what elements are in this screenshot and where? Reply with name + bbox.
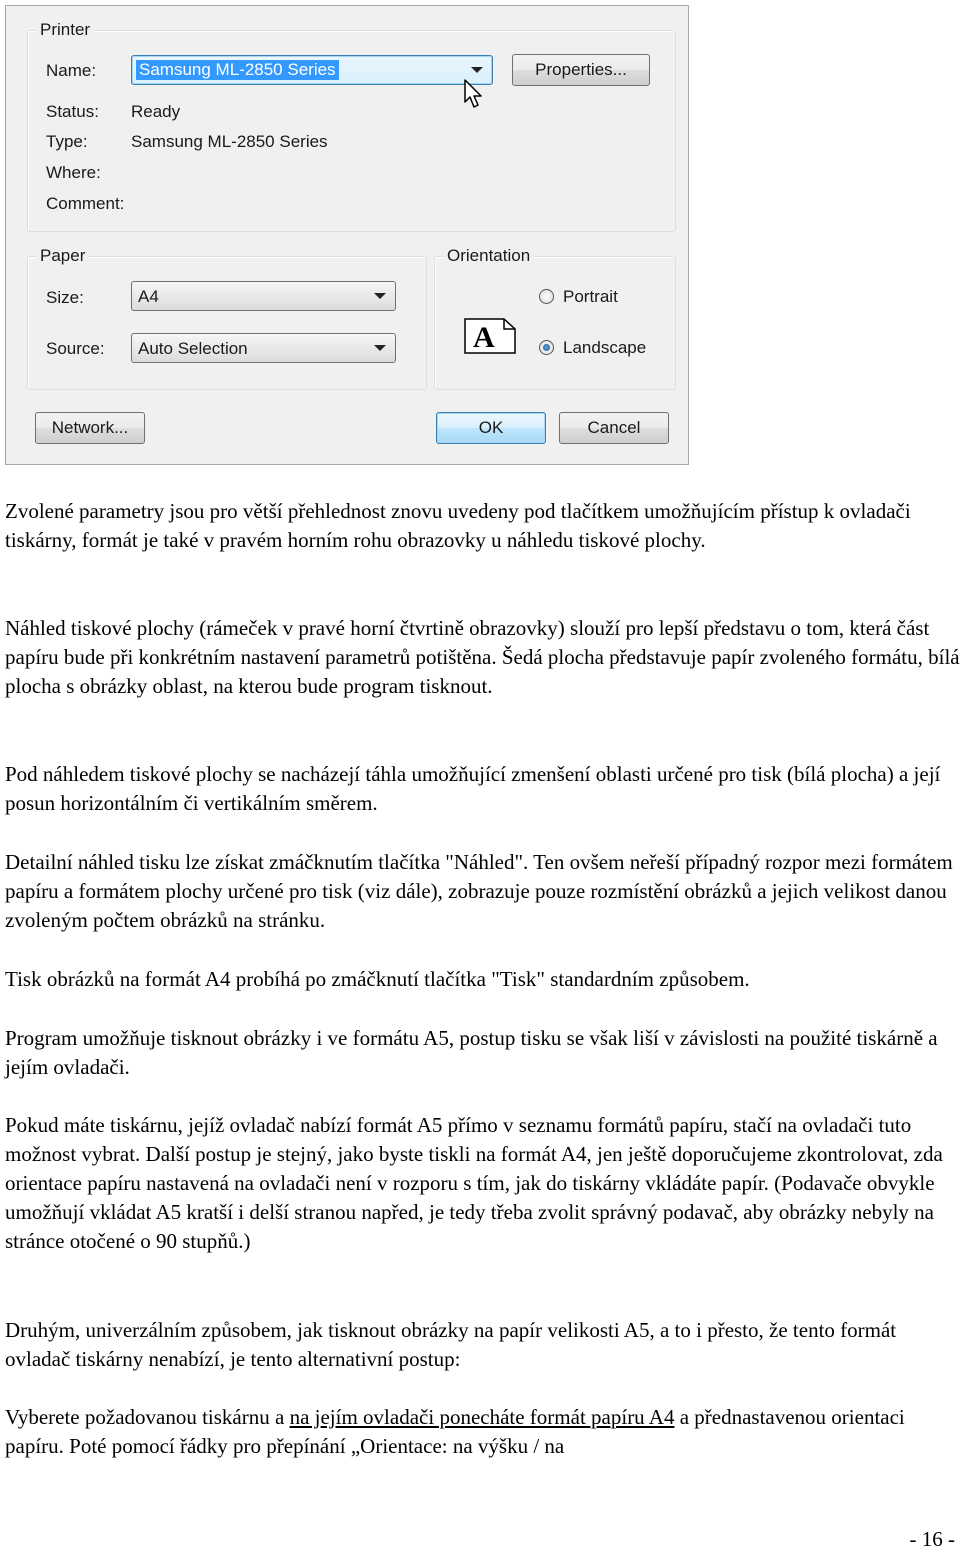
chevron-down-icon bbox=[471, 67, 483, 73]
type-value: Samsung ML-2850 Series bbox=[131, 132, 328, 151]
paragraph-text: a přednastavenou orientaci papíru. Poté pomocí řádky pro přepínání „Orientace: na výšku / na bbox=[5, 1405, 905, 1458]
size-label: Size: bbox=[46, 288, 84, 307]
printer-group-title: Printer bbox=[36, 20, 94, 40]
where-label: Where: bbox=[46, 163, 101, 182]
paper-group bbox=[27, 246, 427, 390]
status-label: Status: bbox=[46, 102, 99, 121]
document-body bbox=[5, 497, 960, 555]
paper-group-title: Paper bbox=[36, 246, 89, 266]
landscape-label[interactable]: Landscape bbox=[563, 338, 647, 357]
portrait-label[interactable]: Portrait bbox=[563, 287, 618, 306]
cancel-button[interactable]: Cancel bbox=[559, 412, 669, 444]
document-body bbox=[5, 614, 960, 701]
status-value: Ready bbox=[131, 102, 181, 121]
paragraph: Pod náhledem tiskové plochy se nacházejí táhla umožňující zmenšení oblasti určené pro tisk (bílá plocha) a její posun horizontálním či vertikálním směrem. bbox=[5, 762, 941, 815]
printer-name-value: Samsung ML-2850 Series bbox=[136, 60, 339, 80]
mouse-cursor-icon bbox=[464, 79, 486, 109]
paragraph: Náhled tiskové plochy (rámeček v pravé horní čtvrtině obrazovky) slouží pro lepší představu o tom, která část papíru bude při konkrétním nastavení parametrů potištěna. Šedá plocha představuje papír zvoleného formátu, bílá plocha s obrázky oblast, na kterou bude program tisknout. bbox=[5, 616, 960, 698]
document-body bbox=[5, 760, 960, 818]
page-number: - 16 - bbox=[909, 1527, 955, 1551]
printer-name-dropdown[interactable] bbox=[131, 55, 493, 85]
paper-source-value: Auto Selection bbox=[138, 339, 248, 358]
paragraph: Program umožňuje tisknout obrázky i ve formátu A5, postup tisku se však liší v závislosti na použité tiskárně a jejím ovladači. bbox=[5, 1026, 938, 1079]
chevron-down-icon bbox=[374, 293, 386, 299]
orientation-group-title: Orientation bbox=[443, 246, 534, 266]
paragraph: Zvolené parametry jsou pro větší přehlednost znovu uvedeny pod tlačítkem umožňujícím přístup k ovladači tiskárny, formát je také v pravém horním rohu obrazovky u náhledu tiskové plochy. bbox=[5, 499, 911, 552]
paragraph: Pokud máte tiskárnu, jejíž ovladač nabízí formát A5 přímo v seznamu formátů papíru, stačí na ovladači tuto možnost vybrat. Další postup je stejný, jako byste tiskli na formát A4, jen ještě doporučujeme zkontrolovat, zda orientace papíru nastavená na ovladači není v rozporu s tím, jak do tiskárny vkládáte papír. (Podavače obvykle umožňují vkládat A5 kratší i delší stranou napřed, je tedy třeba zvolit správný podavač, aby obrázky nebyly na stránce otočené o 90 stupňů.) bbox=[5, 1113, 943, 1253]
landscape-page-icon bbox=[464, 318, 516, 354]
document-body bbox=[5, 965, 960, 994]
source-label: Source: bbox=[46, 339, 105, 358]
chevron-down-icon bbox=[374, 345, 386, 351]
paragraph bbox=[5, 1403, 960, 1461]
paragraph-text: Vyberete požadovanou tiskárnu a bbox=[5, 1405, 290, 1429]
portrait-radio[interactable] bbox=[539, 289, 554, 304]
document-body bbox=[5, 1111, 960, 1256]
paper-size-dropdown[interactable] bbox=[131, 281, 396, 311]
ok-button[interactable]: OK bbox=[436, 412, 546, 444]
type-label: Type: bbox=[46, 132, 88, 151]
comment-label: Comment: bbox=[46, 194, 125, 213]
landscape-radio[interactable] bbox=[539, 340, 554, 355]
radio-selected-dot bbox=[543, 344, 550, 351]
paragraph: Druhým, univerzálním způsobem, jak tisknout obrázky na papír velikosti A5, a to i přesto, že tento formát ovladač tiskárny nenabízí, je tento alternativní postup: bbox=[5, 1318, 897, 1371]
paper-size-value: A4 bbox=[138, 287, 159, 306]
underlined-text: na jejím ovladači ponecháte formát papíru A4 bbox=[289, 1405, 675, 1429]
paragraph: Detailní náhled tisku lze získat zmáčknutím tlačítka "Náhled". Ten ovšem neřeší případný rozpor mezi formátem papíru a formátem plochy určené pro tisk (viz dále), zobrazuje pouze rozmístění obrázků a jejich velikost danou zvoleným počtem obrázků na stránku. bbox=[5, 850, 953, 932]
paper-source-dropdown[interactable] bbox=[131, 333, 396, 363]
paragraph: Tisk obrázků na formát A4 probíhá po zmáčknutí tlačítka "Tisk" standardním způsobem. bbox=[5, 967, 750, 991]
name-label: Name: bbox=[46, 61, 97, 80]
orientation-icon-letter: A bbox=[473, 321, 495, 354]
document-body bbox=[5, 1316, 960, 1374]
document-body bbox=[5, 1403, 960, 1461]
network-button[interactable]: Network... bbox=[35, 412, 145, 444]
document-body bbox=[5, 1024, 960, 1082]
properties-button[interactable]: Properties... bbox=[512, 54, 650, 86]
print-setup-dialog bbox=[5, 5, 689, 465]
document-body bbox=[5, 848, 960, 935]
